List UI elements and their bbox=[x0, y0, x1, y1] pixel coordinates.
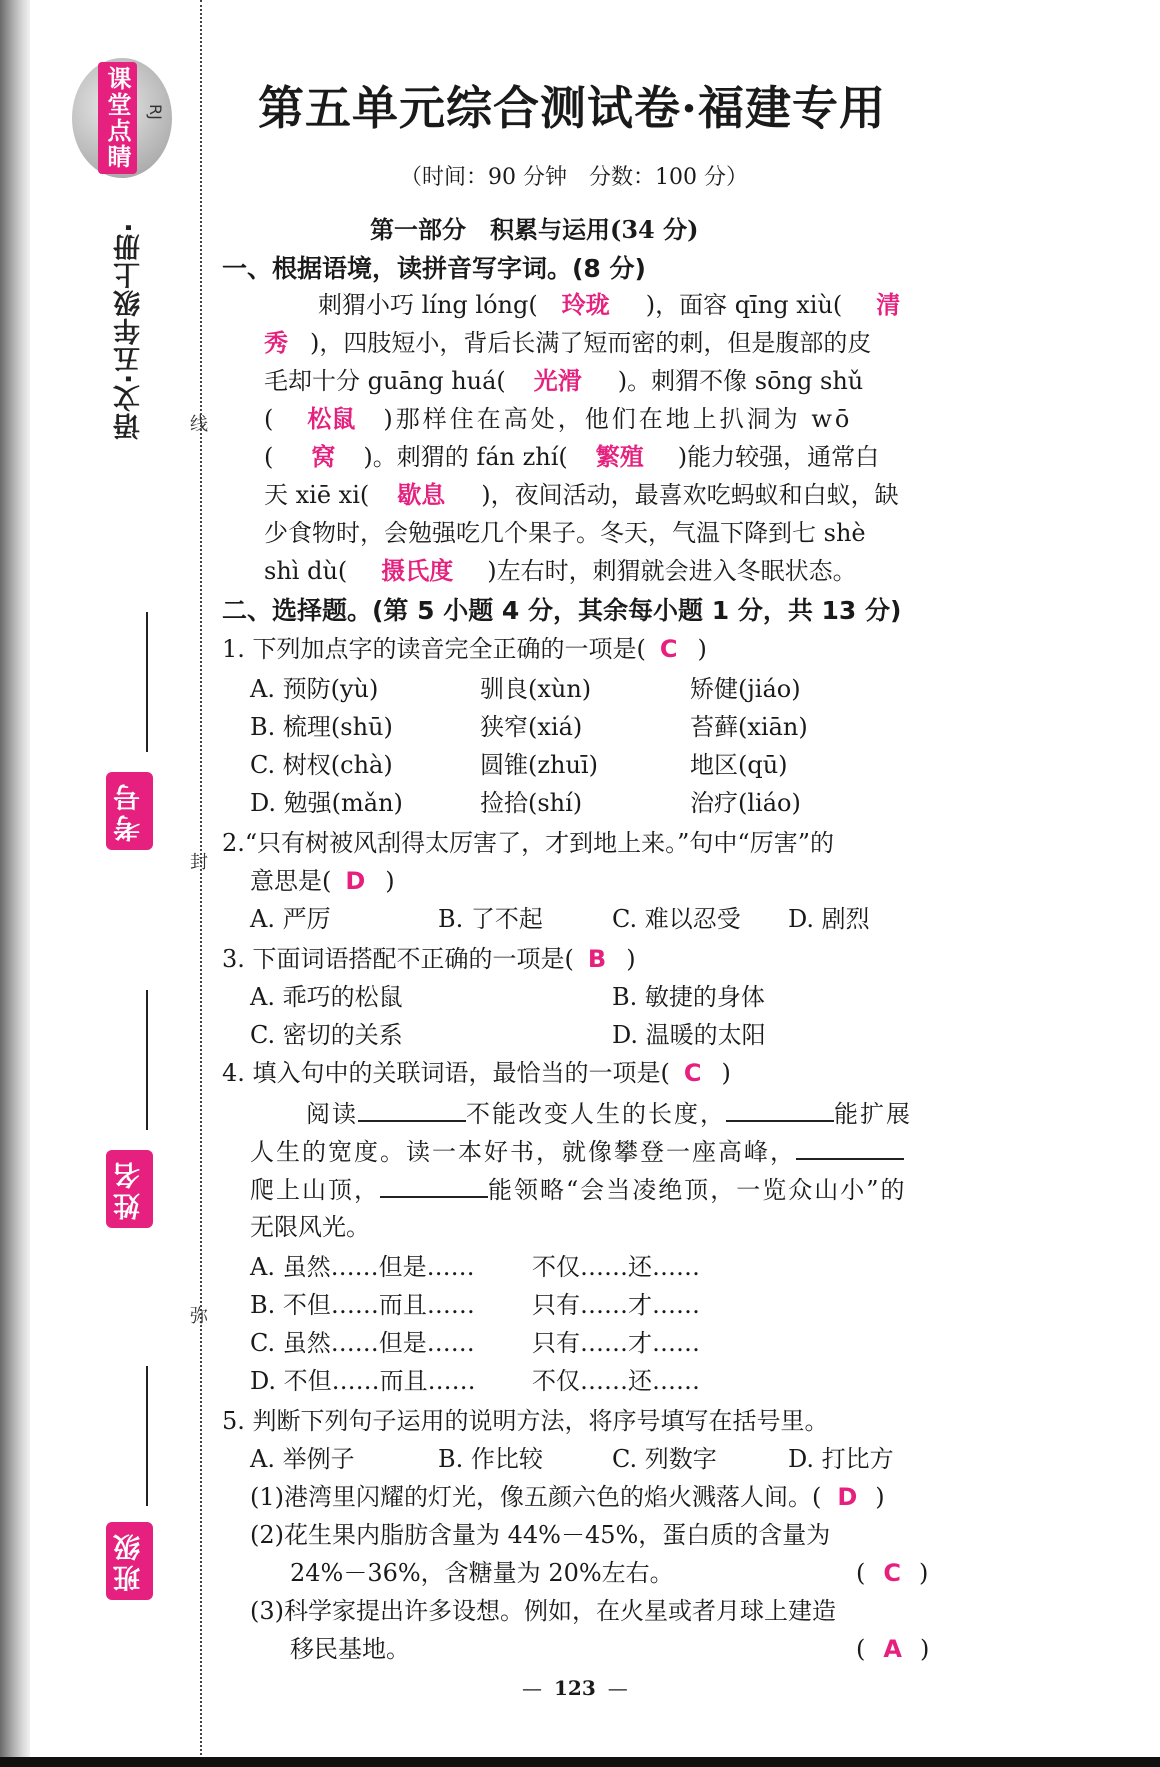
answer: 歇息 bbox=[397, 481, 446, 509]
bottom-edge bbox=[0, 1757, 1160, 1767]
passage-line: 秀 )，四肢短小，背后长满了短而密的刺，但是腹部的皮 bbox=[264, 329, 872, 357]
answer: 摄氏度 bbox=[381, 557, 454, 585]
answer: C bbox=[683, 1059, 702, 1087]
blank bbox=[726, 1098, 834, 1122]
page-number: — 123 — bbox=[522, 1676, 628, 1700]
passage-line: 爬上山顶， 能领略“会当凌绝顶，一览众山小”的 bbox=[250, 1176, 907, 1204]
question-4-stem: 4. 填入句中的关联词语，最恰当的一项是( C ) bbox=[222, 1059, 731, 1087]
option-row: A. 虽然……但是…… 不仅……还…… bbox=[250, 1253, 700, 1281]
name-label: 姓名 bbox=[106, 1150, 153, 1228]
passage-line: ( 松鼠 )那样住在高处，他们在地上扒洞为 wō bbox=[264, 405, 853, 433]
answer: 玲珑 bbox=[561, 291, 610, 319]
answer: 秀 bbox=[264, 329, 288, 357]
question-5-item-3-cont: 移民基地。 bbox=[290, 1635, 410, 1663]
book-spine-shadow bbox=[0, 0, 30, 1767]
question-5-stem: 5. 判断下列句子运用的说明方法，将序号填写在括号里。 bbox=[222, 1407, 829, 1435]
option-row: B. 梳理(shū) 狭窄(xiá) 苔藓(xiān) bbox=[250, 713, 808, 741]
section-1-heading: 一、根据语境，读拼音写字词。(8 分) bbox=[222, 254, 646, 283]
edition-mark: RJ bbox=[146, 104, 165, 120]
answer-bracket: ( A ) bbox=[856, 1635, 930, 1663]
answer: D bbox=[837, 1483, 858, 1511]
question-5-item-3: (3)科学家提出许多设想。例如，在火星或者月球上建造 bbox=[250, 1597, 836, 1625]
option-row: C. 密切的关系 D. 温暖的太阳 bbox=[250, 1021, 766, 1049]
option-row: A. 预防(yù) 驯良(xùn) 矫健(jiáo) bbox=[250, 675, 801, 703]
option-row: A. 乖巧的松鼠 B. 敏捷的身体 bbox=[250, 983, 765, 1011]
blank bbox=[380, 1174, 488, 1198]
question-3-stem: 3. 下面词语搭配不正确的一项是( B ) bbox=[222, 945, 636, 973]
passage-line: 少食物时，会勉强吃几个果子。冬天，气温下降到七 shè bbox=[264, 519, 866, 547]
cut-mark: 弥 bbox=[190, 1306, 208, 1327]
part-title: 第一部分 积累与运用(34 分) bbox=[370, 215, 699, 244]
page-title: 第五单元综合测试卷·福建专用 bbox=[258, 81, 887, 135]
blank bbox=[358, 1098, 466, 1122]
binding-dotted-line bbox=[200, 0, 202, 1767]
answer: C bbox=[659, 635, 678, 663]
option-row: D. 勉强(mǎn) 捡拾(shí) 治疗(liáo) bbox=[250, 789, 801, 817]
option-row: B. 不但……而且…… 只有……才…… bbox=[250, 1291, 700, 1319]
answer: B bbox=[587, 945, 607, 973]
cut-mark: 封 bbox=[190, 852, 208, 873]
section-2-heading: 二、选择题。(第 5 小题 4 分，其余每小题 1 分，共 13 分) bbox=[222, 596, 902, 625]
passage-line: 天 xiē xi( 歇息 )，夜间活动，最喜欢吃蚂蚁和白蚁，缺 bbox=[264, 481, 899, 509]
passage-line: 毛却十分 guāng huá( 光滑 )。刺猬不像 sōng shǔ bbox=[264, 367, 864, 395]
question-2-stem-cont: 意思是( D ) bbox=[250, 867, 395, 895]
cut-mark: 线 bbox=[190, 414, 208, 435]
exam-number-label: 考号 bbox=[106, 772, 153, 850]
book-spine-title: 语文·五年级上册· bbox=[114, 221, 145, 440]
answer: 松鼠 bbox=[307, 405, 356, 433]
answer: 光滑 bbox=[533, 367, 582, 395]
exam-number-field[interactable] bbox=[146, 612, 148, 752]
class-field[interactable] bbox=[146, 1366, 148, 1506]
question-2-stem: 2.“只有树被风刮得太厉害了，才到地上来。”句中“厉害”的 bbox=[222, 829, 834, 857]
passage-line: 人生的宽度。读一本好书，就像攀登一座高峰， bbox=[250, 1136, 904, 1167]
name-field[interactable] bbox=[146, 990, 148, 1130]
option-row: A. 严厉 B. 了不起 C. 难以忍受 D. 剧烈 bbox=[250, 905, 870, 933]
passage-line: ( 窝 )。刺猬的 fán zhí( 繁殖 )能力较强，通常白 bbox=[264, 443, 880, 471]
blank bbox=[796, 1136, 904, 1160]
question-5-item-2-cont: 24%－36%，含糖量为 20%左右。 bbox=[290, 1559, 674, 1587]
question-5-item-2: (2)花生果内脂肪含量为 44%－45%，蛋白质的含量为 bbox=[250, 1521, 831, 1549]
question-1-stem: 1. 下列加点字的读音完全正确的一项是( C ) bbox=[222, 635, 707, 663]
answer: C bbox=[883, 1559, 901, 1587]
option-row: C. 树杈(chà) 圆锥(zhuī) 地区(qū) bbox=[250, 751, 788, 779]
answer-bracket: ( C ) bbox=[856, 1559, 929, 1587]
answer: D bbox=[345, 867, 366, 895]
answer: 清 bbox=[876, 291, 901, 319]
passage-line: 刺猬小巧 líng lóng( 玲珑 )，面容 qīng xiù( 清 bbox=[318, 291, 901, 319]
logo-badge-text: 课堂点睛 bbox=[98, 62, 137, 174]
option-row: C. 虽然……但是…… 只有……才…… bbox=[250, 1329, 700, 1357]
class-label: 班级 bbox=[106, 1522, 153, 1600]
passage-line: shì dù( 摄氏度 )左右时，刺猬就会进入冬眠状态。 bbox=[264, 557, 857, 585]
answer: 窝 bbox=[311, 443, 336, 471]
option-row: D. 不但……而且…… 不仅……还…… bbox=[250, 1367, 700, 1395]
answer: 繁殖 bbox=[595, 443, 644, 471]
exam-time-score: （时间：90 分钟 分数：100 分） bbox=[400, 165, 748, 190]
passage-line: 无限风光。 bbox=[250, 1213, 370, 1241]
passage-line: 阅读 不能改变人生的长度， 能扩展 bbox=[306, 1100, 912, 1128]
question-5-item-1: (1)港湾里闪耀的灯光，像五颜六色的焰火溅落人间。( D ) bbox=[250, 1483, 885, 1511]
option-row: A. 举例子 B. 作比较 C. 列数字 D. 打比方 bbox=[250, 1445, 894, 1473]
answer: A bbox=[883, 1635, 902, 1663]
